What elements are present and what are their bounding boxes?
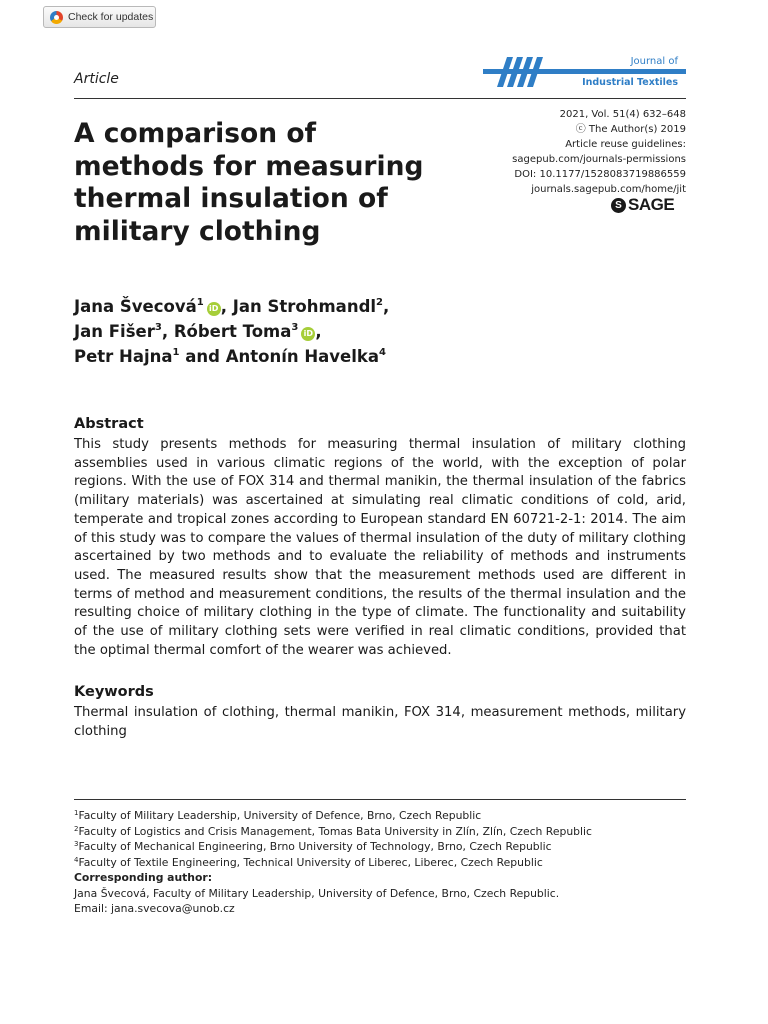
author-affiliation-sup: 4 — [379, 347, 386, 358]
journal-name-line2: Industrial Textiles — [582, 77, 678, 88]
journal-homepage-link[interactable]: journals.sagepub.com/home/jit — [531, 184, 686, 195]
author-affiliation-sup: 3 — [154, 322, 162, 333]
journal-name-line1: Journal of — [630, 56, 678, 67]
paper-title: A comparison of methods for measuring thermal insulation of military clothing — [74, 118, 424, 247]
crossmark-icon — [50, 11, 63, 24]
doi-link[interactable]: DOI: 10.1177/1528083719886559 — [514, 169, 686, 180]
author-affiliation-sup: 3 — [291, 322, 299, 333]
author-affiliation-sup: 1 — [196, 297, 204, 308]
reuse-guidelines-label: Article reuse guidelines: — [565, 139, 686, 150]
publication-info — [512, 107, 686, 197]
orcid-icon[interactable]: iD — [207, 302, 221, 316]
author-name: Petr Hajna — [74, 347, 173, 366]
keywords-heading: Keywords — [74, 684, 154, 700]
author-name: Jan Fišer — [74, 322, 155, 341]
sage-logo — [611, 194, 691, 216]
affiliation-item: $^4$Faculty of Textile Engineering, Technical University of Liberec, Liberec, Czech Republic — [74, 855, 543, 869]
sage-s-icon: S — [611, 198, 626, 213]
volume-info: 2021, Vol. 51(4) 632–648 — [559, 109, 686, 120]
corresponding-author-address: Jana Švecová, Faculty of Military Leadership, University of Defence, Brno, Czech Republic. — [74, 886, 560, 900]
orcid-icon[interactable]: iD — [301, 327, 315, 341]
author-name: Róbert Toma — [173, 322, 292, 341]
abstract-heading: Abstract — [74, 416, 144, 432]
corresponding-author-email[interactable]: Email: jana.svecova@unob.cz — [74, 902, 235, 915]
author-name: Jana Švecová — [74, 297, 197, 316]
check-for-updates-button[interactable] — [43, 6, 156, 28]
journal-logo-stripes-icon — [491, 57, 551, 87]
author-affiliation-sup: 1 — [172, 347, 180, 358]
affiliation-item: $^1$Faculty of Military Leadership, University of Defence, Brno, Czech Republic — [74, 809, 482, 822]
author-affiliation-sup: 2 — [376, 297, 383, 308]
permissions-link[interactable]: sagepub.com/journals-permissions — [512, 154, 686, 165]
author-name: Antonín Havelka — [225, 347, 379, 366]
affiliation-item: $^2$Faculty of Logistics and Crisis Management, Tomas Bata University in Zlín, Zlín, Czech Republic — [74, 824, 592, 838]
copyright-info: ⓒ The Author(s) 2019 — [575, 124, 686, 135]
author-list: Jana Švecová$^1$iD , Jan Strohmandl$^2$, Jan Fišer$^3$, Róbert Toma$^3$iD , Petr Hajna$^1$ and Antonín Havelka$^4$ — [74, 297, 390, 366]
affiliation-item: $^3$Faculty of Mechanical Engineering, Brno University of Technology, Brno, Czech Republic — [74, 840, 552, 853]
header-divider — [74, 98, 686, 99]
article-type-label: Article — [74, 71, 119, 87]
affiliations-block — [74, 808, 686, 917]
corresponding-author-heading: Corresponding author: — [74, 871, 213, 884]
author-name: Jan Strohmandl — [232, 297, 377, 316]
footnote-divider — [74, 799, 686, 800]
abstract-text: This study presents methods for measuring thermal insulation of military clothing assemblies used in various climatic regions of the world, with the exception of polar regions. With the use of FOX 314 and thermal manikin, the thermal insulation of the fabrics (military materials) was ascertained at simulating real climatic conditions of cold, arid, temperate and tropical zones according to European standard EN 60721-2-1: 2014. The aim of this study was to compare the values of thermal insulation of the duty of military clothing ascertained by two methods and to evaluate the reliability of methods and instruments used. The measured results show that the measurement methods used are different in terms of method and measurement conditions, the results of the thermal insulation and the resulting choice of military clothing in the type of climate. The functionality and suitability of the use of military clothing sets were verified in real climatic conditions, provided that the optimal thermal comfort of the wearer was achieved. — [74, 437, 686, 658]
keywords-text: Thermal insulation of clothing, thermal manikin, FOX 314, measurement methods, military clothing — [74, 705, 686, 739]
journal-logo — [483, 54, 686, 88]
check-for-updates-label: Check for updates — [68, 11, 154, 23]
sage-wordmark: SAGE — [628, 195, 675, 214]
